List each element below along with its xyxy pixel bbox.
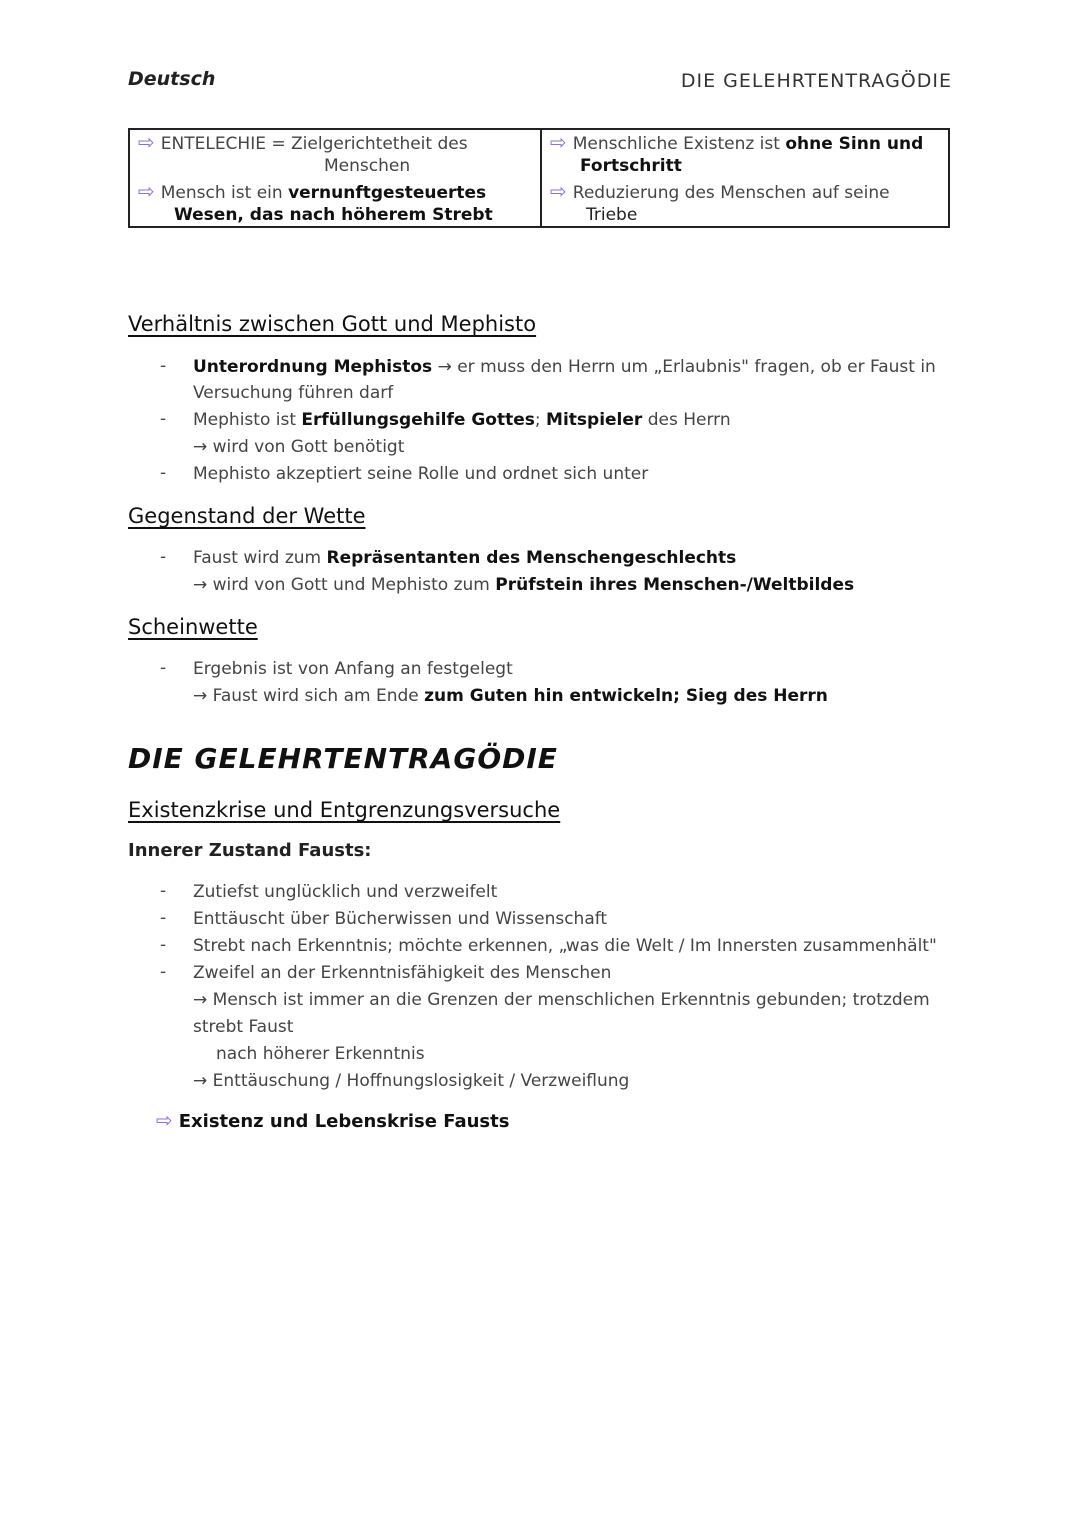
table-right-row1: [550, 130, 923, 156]
table-text: Reduzierung des Menschen auf seine: [572, 183, 890, 203]
text: → Faust wird sich am Ende: [193, 686, 425, 706]
bullet-dash: -: [160, 463, 167, 483]
table-right-row2-cont: Triebe: [586, 205, 638, 225]
list-item: Ergebnis ist von Anfang an festgelegt: [193, 659, 513, 679]
bold-text: Mitspieler: [546, 410, 643, 430]
table-bold-text: vernunftgesteuertes: [288, 183, 487, 203]
list-item-cont: [193, 572, 854, 598]
section-heading-wette: Gegenstand der Wette: [128, 504, 366, 528]
bullet-dash: -: [160, 409, 167, 429]
table-left-row2-cont: Wesen, das nach höherem Strebt: [174, 205, 493, 225]
list-item: Enttäuscht über Bücherwissen und Wissenschaft: [193, 909, 608, 929]
list-item: [193, 407, 731, 433]
list-item-cont: → Enttäuschung / Hoffnungslosigkeit / Verzweiflung: [193, 1071, 630, 1091]
table-text: Menschliche Existenz ist: [572, 134, 786, 154]
bold-text: Erfüllungsgehilfe Gottes: [301, 410, 535, 430]
text: Faust wird zum: [193, 548, 327, 568]
bullet-dash: -: [160, 881, 167, 901]
list-item-cont: strebt Faust: [193, 1017, 294, 1037]
table-text: ENTELECHIE = Zielgerichtetheit des: [160, 134, 468, 154]
arrow-icon: ⇨: [138, 179, 155, 203]
table-left-row1-cont: Menschen: [324, 156, 411, 176]
list-item-cont: nach höherer Erkenntnis: [216, 1044, 425, 1064]
list-item-cont: [193, 683, 828, 709]
text: des Herrn: [642, 410, 731, 430]
list-item-cont: → Mensch ist immer an die Grenzen der menschlichen Erkenntnis gebunden; trotzdem: [193, 990, 930, 1010]
list-item-cont: → wird von Gott benötigt: [193, 437, 405, 457]
comparison-table: [128, 128, 950, 228]
text: ;: [534, 410, 547, 430]
bold-text: Prüfstein ihres Menschen-/Weltbildes: [495, 575, 855, 595]
bullet-dash: -: [160, 356, 167, 376]
arrow-icon: ⇨: [550, 179, 567, 203]
table-right-row2: [550, 179, 890, 205]
bullet-dash: -: [160, 962, 167, 982]
text: → wird von Gott und Mephisto zum: [193, 575, 496, 595]
table-right-row1-cont: Fortschritt: [580, 156, 682, 176]
arrow-icon: ⇨: [156, 1108, 173, 1132]
list-item: Zweifel an der Erkenntnisfähigkeit des Menschen: [193, 963, 612, 983]
table-text: Mensch ist ein: [160, 183, 289, 203]
list-item: [193, 354, 936, 380]
list-item: [193, 545, 736, 571]
table-left-row2: [138, 179, 486, 205]
list-item-cont: Versuchung führen darf: [193, 383, 394, 403]
table-bold-text: ohne Sinn und: [785, 134, 924, 154]
page-title: DIE GELEHRTENTRAGÖDIE: [680, 70, 952, 92]
chapter-title: DIE GELEHRTENTRAGÖDIE: [128, 742, 558, 775]
bold-text: Repräsentanten des Menschengeschlechts: [326, 548, 737, 568]
section-heading-existenzkrise: Existenzkrise und Entgrenzungsversuche: [128, 798, 561, 822]
bullet-dash: -: [160, 935, 167, 955]
arrow-icon: ⇨: [138, 130, 155, 154]
bullet-dash: -: [160, 658, 167, 678]
conclusion-text: Existenz und Lebenskrise Fausts: [178, 1111, 510, 1132]
list-item: Mephisto akzeptiert seine Rolle und ordnet sich unter: [193, 464, 649, 484]
bold-text: Unterordnung Mephistos: [193, 357, 433, 377]
bold-text: zum Guten hin entwickeln; Sieg des Herrn: [424, 686, 828, 706]
text: → er muss den Herrn um „Erlaubnis" fragen, ob er Faust in: [432, 357, 936, 377]
section-heading-gott-mephisto: Verhältnis zwischen Gott und Mephisto: [128, 312, 537, 336]
conclusion: [156, 1108, 509, 1132]
table-divider: [540, 130, 542, 226]
table-left-row1: [138, 130, 468, 156]
subject-label: Deutsch: [128, 68, 216, 90]
text: Mephisto ist: [193, 410, 302, 430]
arrow-icon: ⇨: [550, 130, 567, 154]
bullet-dash: -: [160, 547, 167, 567]
section-heading-scheinwette: Scheinwette: [128, 615, 258, 639]
list-item: Zutiefst unglücklich und verzweifelt: [193, 882, 498, 902]
list-item: Strebt nach Erkenntnis; möchte erkennen, „was die Welt / Im Innersten zusammenhält": [193, 936, 937, 956]
bullet-dash: -: [160, 908, 167, 928]
subheading-innerer-zustand: Innerer Zustand Fausts:: [128, 840, 372, 861]
